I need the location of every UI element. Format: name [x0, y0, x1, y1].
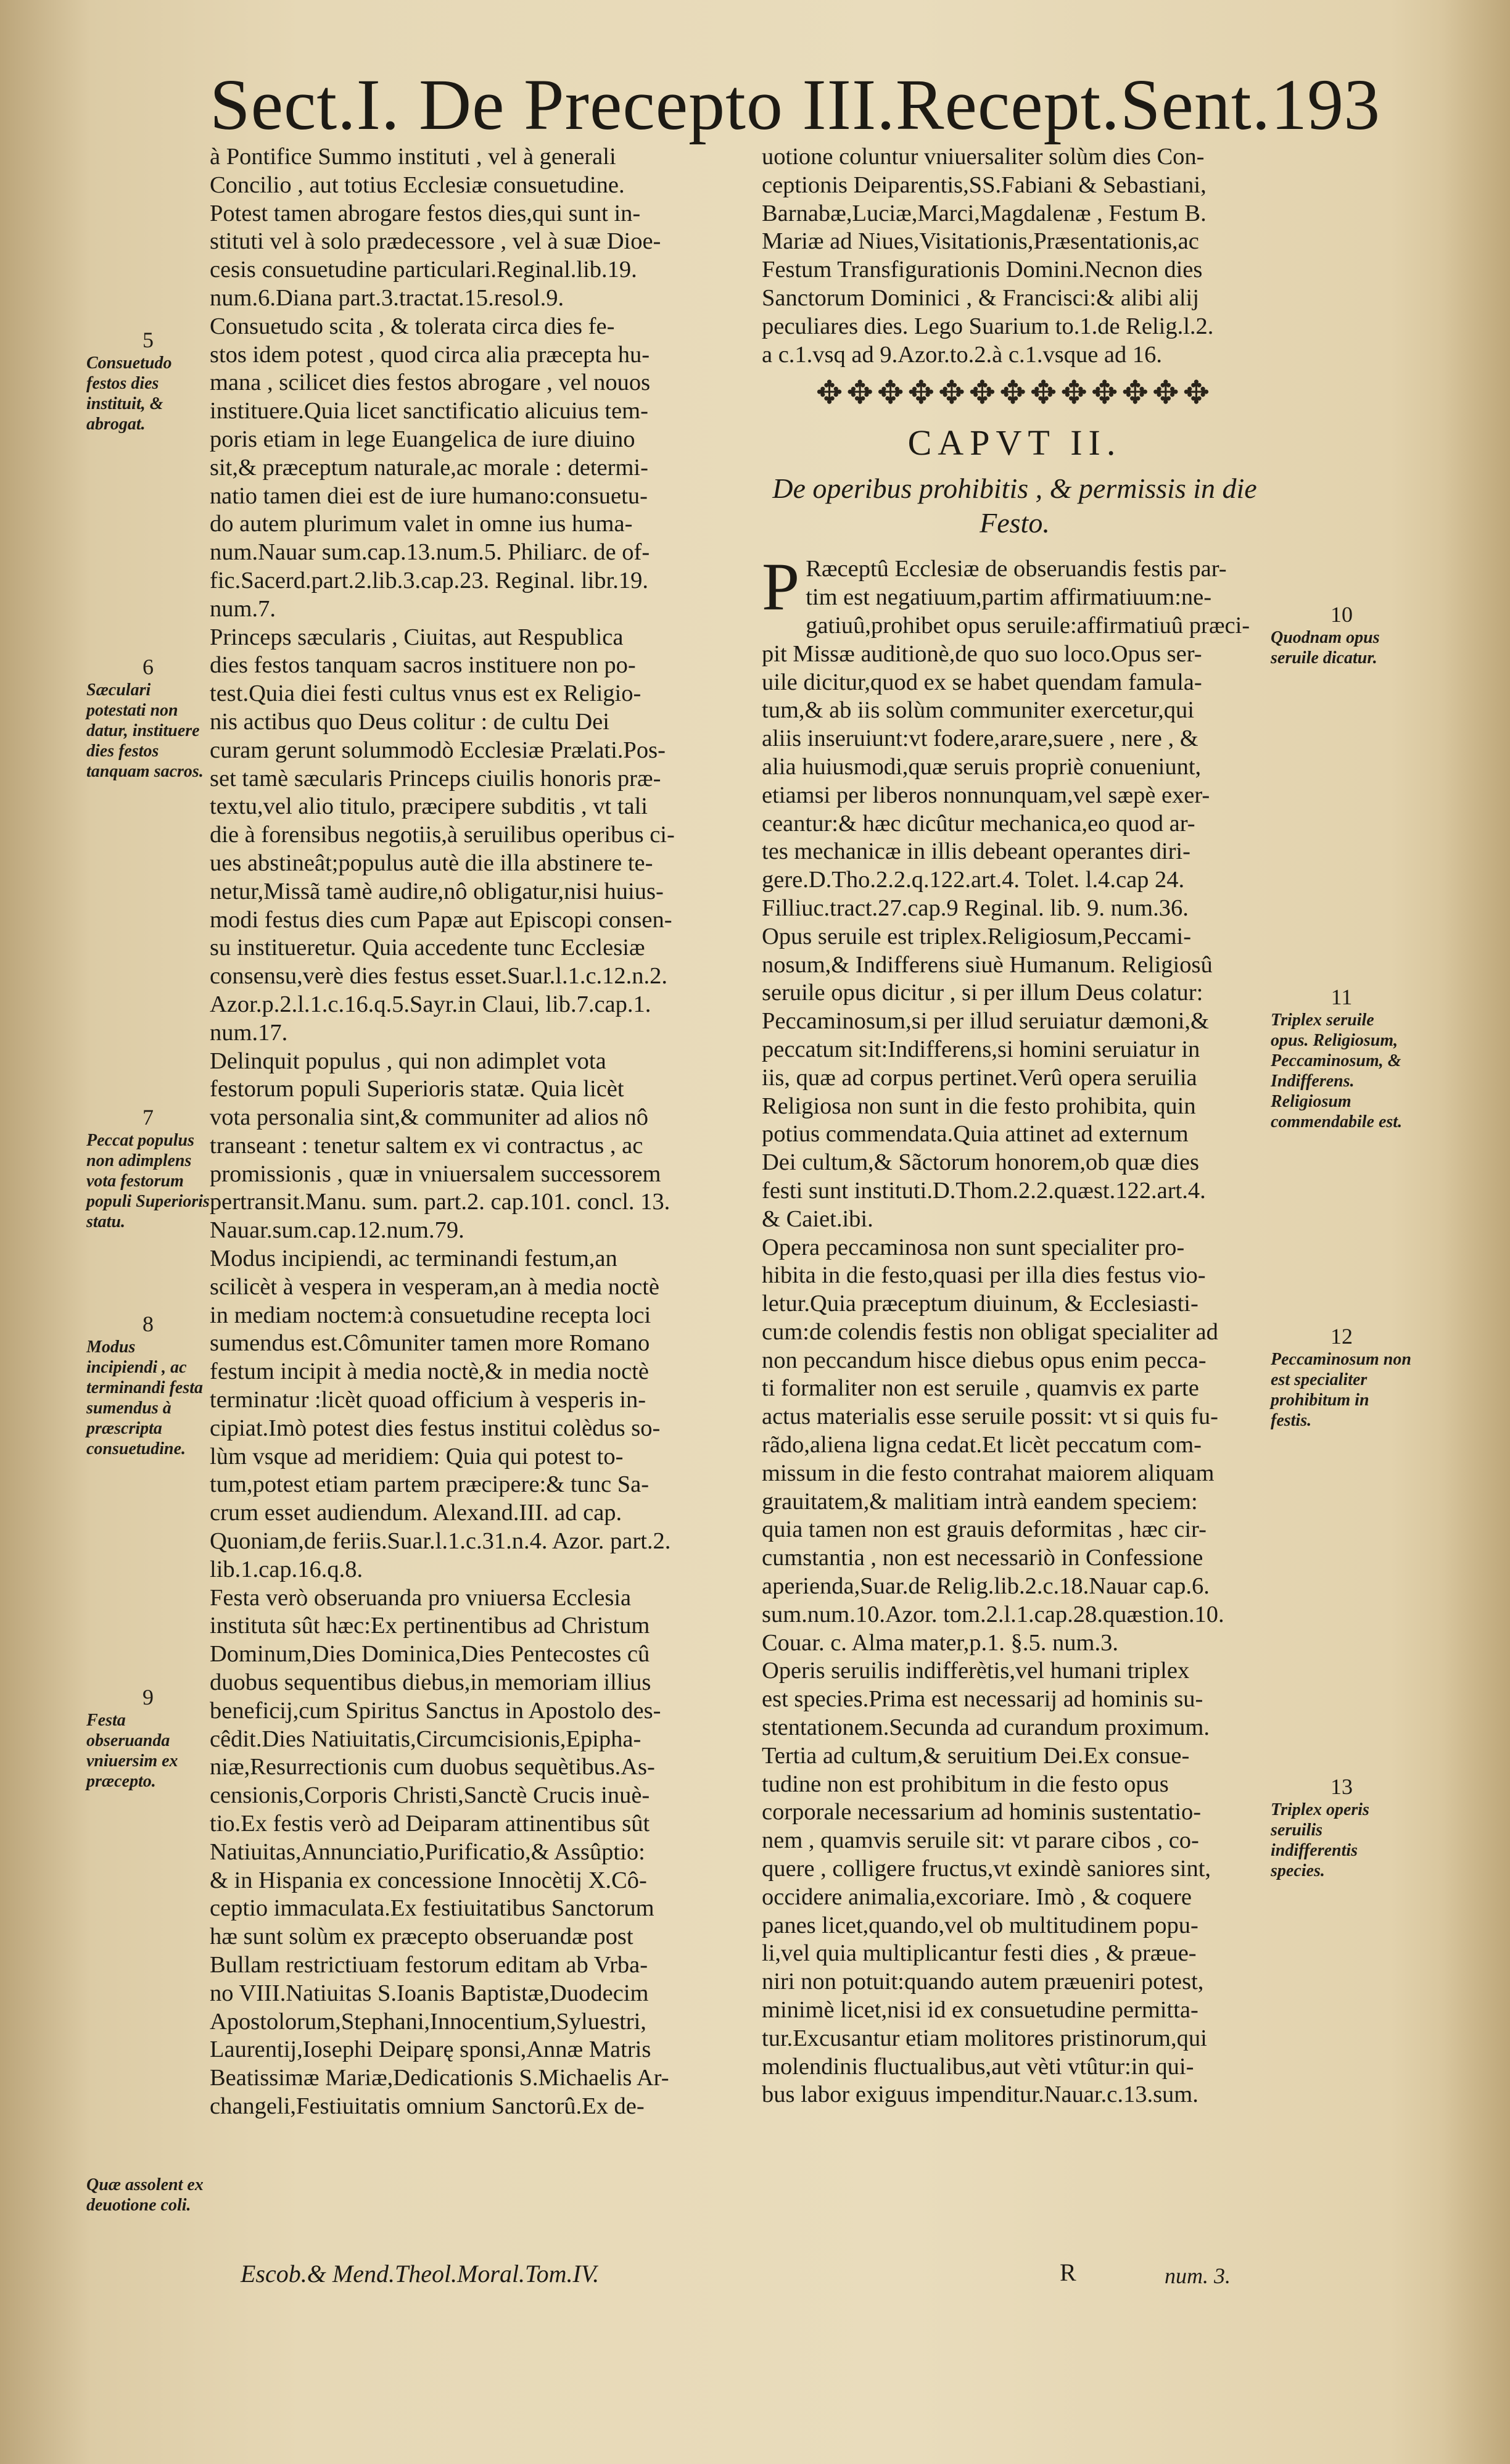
- text-line: peculiares dies. Lego Suarium to.1.de Relig.l.2.: [762, 313, 1214, 339]
- text-line: uotione coluntur vniuersaliter solùm dies Con-: [762, 144, 1205, 170]
- margin-note: [1271, 1774, 1413, 1881]
- paragraph: [210, 1048, 740, 1246]
- paragraph-number: 10: [1331, 602, 1353, 627]
- text-line: iis, quæ ad corpus pertinet.Verû opera seruilia: [762, 1064, 1197, 1091]
- text-line: nem , quamvis seruile sit: vt parare cibos , co-: [762, 1827, 1199, 1854]
- text-line: lib.1.cap.16.q.8.: [210, 1556, 363, 1582]
- paragraph-number: 8: [142, 1312, 154, 1336]
- paragraph-number: 7: [142, 1105, 154, 1130]
- text-line: hæ sunt solùm ex præcepto obseruandæ post: [210, 1924, 633, 1950]
- text-line: li,vel quia multiplicantur festi dies , & præue-: [762, 1940, 1197, 1967]
- text-line: cumstantia , non est necessariò in Confessione: [762, 1545, 1203, 1571]
- text-line: instituere.Quia licet sanctificatio alicuius tem-: [210, 398, 648, 424]
- footer-signature: Escob.& Mend.Theol.Moral.Tom.IV.: [241, 2260, 600, 2288]
- text-line: consensu,verè dies festus esset.Suar.l.1.c.12.n.2.: [210, 963, 668, 990]
- text-line: Festum Transfigurationis Domini.Necnon dies: [762, 257, 1203, 283]
- text-line: num.17.: [210, 1019, 288, 1046]
- paragraph: [762, 1657, 1268, 2109]
- text-line: cêdit.Dies Natiuitatis,Circumcisionis,Epipha-: [210, 1726, 642, 1752]
- text-line: niæ,Resurrectionis cum duobus sequètibus.As-: [210, 1754, 655, 1780]
- text-line: festi sunt instituti.D.Thom.2.2.quæst.122.art.4.: [762, 1177, 1206, 1204]
- text-line: rãdo,aliena ligna cedat.Et licèt peccatum com-: [762, 1432, 1202, 1458]
- text-line: Natiuitas,Annunciatio,Purificatio,& Assûptio:: [210, 1838, 645, 1865]
- margin-note-text: Triplex seruile opus. Religiosum, Peccaminosum, & Indifferens. Religiosum commendabile est.: [1271, 1011, 1403, 1131]
- text-line: Festa verò obseruanda pro vniuersa Ecclesia: [210, 1584, 632, 1611]
- chapter-subtitle: De operibus prohibitis , & permissis in die Festo.: [772, 473, 1257, 539]
- chapter-ornament: ✥✥✥✥✥✥✥✥✥✥✥✥✥: [815, 376, 1214, 411]
- text-line: aperienda,Suar.de Relig.lib.2.c.18.Nauar cap.6.: [762, 1573, 1210, 1600]
- text-line: tudine non est prohibitum in die festo opus: [762, 1771, 1169, 1797]
- text-line: sumendus est.Cômuniter tamen more Romano: [210, 1330, 650, 1357]
- catchword-tail: num. 3.: [1165, 2263, 1231, 2288]
- text-line: cum:de colendis festis non obligat specialiter ad: [762, 1318, 1218, 1345]
- paragraph: [210, 1245, 740, 1584]
- text-line: ceptio immaculata.Ex festiuitatibus Sanctorum: [210, 1895, 654, 1922]
- text-line: cesis consuetudine particulari.Reginal.lib.19.: [210, 257, 637, 283]
- text-line: Beatissimæ Mariæ,Dedicationis S.Michaelis Ar-: [210, 2065, 669, 2091]
- paragraph-number: 6: [142, 655, 154, 679]
- text-line: num.Nauar sum.cap.13.num.5. Philiarc. de of-: [210, 539, 650, 566]
- text-line: su institueretur. Quia accedente tunc Ecclesiæ: [210, 935, 645, 961]
- text-line: panes licet,quando,vel ob multitudinem popu-: [762, 1912, 1199, 1938]
- paragraph: [762, 1234, 1268, 1658]
- text-line: test.Quia diei festi cultus vnus est ex Religio-: [210, 680, 642, 707]
- text-line: bus labor exiguus impenditur.Nauar.c.13.sum.: [762, 2082, 1199, 2108]
- text-line: natio tamen diei est de iure humano:consuetu-: [210, 482, 648, 509]
- text-line: & Caiet.ibi.: [762, 1205, 873, 1232]
- text-line: pertransit.Manu. sum. part.2. cap.101. concl. 13.: [210, 1189, 670, 1215]
- text-line: Apostolorum,Stephani,Innocentium,Syluestri,: [210, 2008, 646, 2035]
- text-line: mana , scilicet dies festos abrogare , vel nouos: [210, 370, 651, 396]
- paragraph: [210, 313, 740, 624]
- margin-note-text: Quodnam opus seruile dicatur.: [1271, 628, 1380, 668]
- text-line: curam gerunt solummodò Ecclesiæ Prælati.Pos-: [210, 737, 666, 763]
- text-line: Nauar.sum.cap.12.num.79.: [210, 1217, 464, 1244]
- text-line: non peccandum hisce diebus opus enim pecca-: [762, 1347, 1207, 1373]
- margin-note-text: Peccaminosum non est specialiter prohibitum in festis.: [1271, 1350, 1411, 1430]
- paragraph: [210, 624, 740, 1048]
- paragraph: [210, 1584, 740, 2121]
- chapter-body: [762, 549, 1268, 2109]
- text-line: est species.Prima est necessarij ad hominis su-: [762, 1686, 1203, 1713]
- text-line: quere , colligere fructus,vt exindè saniores sint,: [762, 1856, 1211, 1882]
- text-line: tio.Ex festis verò ad Deiparam attinentibus sût: [210, 1811, 650, 1837]
- text-line: fic.Sacerd.part.2.lib.3.cap.23. Reginal. libr.19.: [210, 567, 648, 593]
- text-line: instituta sût hæc:Ex pertinentibus ad Christum: [210, 1613, 650, 1639]
- text-line: tim est negatiuum,partim affirmatiuum:ne-: [806, 584, 1212, 611]
- text-line: do autem plurimum valet in omne ius huma-: [210, 511, 633, 537]
- margin-note: [86, 1687, 210, 1792]
- text-line: ceptionis Deiparentis,SS.Fabiani & Sebastiani,: [762, 172, 1207, 198]
- margin-note-text: Sæculari potestati non datur, instituere dies festos tanquam sacros.: [86, 680, 204, 781]
- text-line: Religiosa non sunt in die festo prohibita, quin: [762, 1093, 1196, 1119]
- margin-note: [1271, 987, 1413, 1132]
- text-line: Operis seruilis indifferètis,vel humani triplex: [762, 1658, 1190, 1684]
- text-line: Opera peccaminosa non sunt specialiter pro-: [762, 1234, 1185, 1260]
- text-line: Tertia ad cultum,& seruitium Dei.Ex consue-: [762, 1742, 1190, 1769]
- text-line: occidere animalia,excoriare. Imò , & coquere: [762, 1883, 1192, 1910]
- paragraph-number: 11: [1331, 985, 1353, 1009]
- margin-note-text: Modus incipiendi , ac terminandi festa sumendus à præscripta consuetudine.: [86, 1337, 204, 1458]
- text-line: quia tamen non est grauis deformitas , hæc cir-: [762, 1516, 1207, 1543]
- margin-note-text: Peccat populus non adimplens vota festorum populi Superioris statu.: [86, 1131, 210, 1231]
- text-line: stentationem.Secunda ad curandum proximum.: [762, 1714, 1210, 1741]
- margin-note-text: Quæ assolent ex deuotione coli.: [86, 2175, 204, 2215]
- text-line: a c.1.vsq ad 9.Azor.to.2.à c.1.vsque ad 16.: [762, 341, 1162, 368]
- text-line: sit,& præceptum naturale,ac morale : determi-: [210, 454, 648, 481]
- margin-note-text: Festa obseruanda vniuersim ex præcepto.: [86, 1711, 178, 1791]
- text-line: minimè licet,nisi id ex consuetudine permitta-: [762, 1997, 1199, 2024]
- text-line: niri non potuit:quando autem præueniri potest,: [762, 1969, 1204, 1995]
- right-column: [762, 143, 1268, 2109]
- text-line: Sanctorum Dominici , & Francisci:& alibi alij: [762, 284, 1199, 311]
- page-edge-shading: [1442, 0, 1510, 2464]
- text-line: vota personalia sint,& communiter ad alios nô: [210, 1104, 649, 1131]
- text-line: gatiuû,prohibet opus seruile:affirmatiuû præci-: [806, 612, 1250, 639]
- text-line: Potest tamen abrogare festos dies,qui sunt in-: [210, 200, 641, 226]
- text-line: ti formaliter non est seruile , quamvis ex parte: [762, 1375, 1199, 1402]
- text-line: seruile opus dicitur , si per illum Deus colatur:: [762, 980, 1203, 1006]
- text-line: poris etiam in lege Euangelica de iure diuino: [210, 426, 635, 452]
- text-line: Barnabæ,Luciæ,Marci,Magdalenæ , Festum B.: [762, 200, 1207, 226]
- text-line: aliis inseruiunt:vt fodere,arare,suere , nere , &: [762, 726, 1199, 752]
- paragraph: [762, 923, 1268, 1234]
- margin-note-text: Consuetudo festos dies instituit, & abrogat.: [86, 353, 172, 434]
- text-line: set tamè sæcularis Princeps ciuilis honoris præ-: [210, 765, 661, 792]
- margin-note: [86, 2175, 210, 2215]
- text-line: censionis,Corporis Christi,Sanctè Crucis inuè-: [210, 1782, 650, 1809]
- paragraph-number: 13: [1331, 1774, 1353, 1799]
- text-line: Concilio , aut totius Ecclesiæ consuetudine.: [210, 172, 625, 198]
- text-line: terminatur :licèt quoad officium à vesperis in-: [210, 1387, 646, 1413]
- text-line: duobus sequentibus diebus,in memoriam illius: [210, 1669, 651, 1696]
- text-line: festorum populi Superioris statæ. Quia licèt: [210, 1076, 624, 1102]
- margin-note: [86, 1314, 210, 1459]
- text-line: Modus incipiendi, ac terminandi festum,an: [210, 1246, 617, 1272]
- text-line: num.7.: [210, 595, 276, 622]
- text-line: textu,vel alio titulo, præcipere subditis , vt tali: [210, 793, 648, 820]
- text-line: Azor.p.2.l.1.c.16.q.5.Sayr.in Claui, lib.7.cap.1.: [210, 991, 651, 1017]
- page-header: [210, 59, 1380, 151]
- text-line: changeli,Festiuitatis omnium Sanctorû.Ex de-: [210, 2093, 645, 2119]
- text-line: lùm vsque ad meridiem: Quia qui potest to-: [210, 1443, 624, 1470]
- paragraph: [762, 549, 1268, 922]
- text-line: letur.Quia præceptum diuinum, & Ecclesiasti-: [762, 1291, 1199, 1317]
- paragraph: [210, 143, 740, 313]
- text-line: grauitatem,& malitiam intrà eandem speciem:: [762, 1488, 1198, 1515]
- text-line: missum in die festo contrahat maiorem aliquam: [762, 1460, 1215, 1486]
- text-line: molendinis fluctualibus,aut vèti vtûtur:in qui-: [762, 2053, 1194, 2080]
- margin-note: [86, 330, 210, 434]
- text-line: stituti vel à solo prædecessore , vel à suæ Dioe-: [210, 228, 661, 255]
- text-line: nosum,& Indifferens siuè Humanum. Religiosû: [762, 951, 1213, 978]
- text-line: Opus seruile est triplex.Religiosum,Peccami-: [762, 923, 1192, 949]
- text-line: tum,& ab iis solùm communiter exercetur,qui: [762, 697, 1194, 724]
- text-line: Dei cultum,& Sãctorum honorem,ob quæ dies: [762, 1149, 1199, 1176]
- margin-note: [1271, 1326, 1413, 1431]
- text-line: dies festos tanquam sacros instituere non po-: [210, 652, 636, 679]
- text-line: Quoniam,de feriis.Suar.l.1.c.31.n.4. Azor. part.2.: [210, 1528, 671, 1555]
- text-line: ceantur:& hæc dicûtur mechanica,eo quod ar-: [762, 810, 1195, 837]
- text-line: sum.num.10.Azor. tom.2.l.1.cap.28.quæstion.10.: [762, 1601, 1224, 1627]
- text-line: Princeps sæcularis , Ciuitas, aut Respublica: [210, 624, 624, 650]
- text-line: die à forensibus negotiis,à seruilibus operibus ci-: [210, 822, 675, 848]
- text-line: & in Hispania ex concessione Innocètij X.Cô-: [210, 1867, 647, 1893]
- text-line: etiamsi per liberos nonnunquam,vel sæpè exer-: [762, 782, 1210, 808]
- text-line: festum incipit à media noctè,& in media noctè: [210, 1358, 650, 1385]
- text-line: Mariæ ad Niues,Visitationis,Præsentationis,ac: [762, 228, 1199, 255]
- text-line: corporale necessarium ad hominis sustentatio-: [762, 1799, 1202, 1825]
- text-line: Peccaminosum,si per illud seruiatur dæmoni,&: [762, 1008, 1209, 1035]
- text-line: netur,Missã tamè audire,nô obligatur,nisi huius-: [210, 878, 664, 904]
- left-column: [210, 143, 740, 2121]
- text-line: tes mechanicæ in illis debeant operantes diri-: [762, 838, 1190, 865]
- drop-cap: P: [762, 549, 800, 625]
- text-line: tur.Excusantur etiam molitores pristinorum,qui: [762, 2025, 1207, 2051]
- text-line: actus materialis esse seruile possit: vt si quis fu-: [762, 1404, 1218, 1430]
- page-number: 193: [1271, 64, 1380, 145]
- paragraph-number: 9: [142, 1685, 154, 1710]
- running-title: Sect.I. De Precepto III.Recept.Sent.: [210, 64, 1271, 145]
- text-line: tum,potest etiam partem præcipere:& tunc Sa-: [210, 1471, 650, 1498]
- text-line: Delinquit populus , qui non adimplet vota: [210, 1048, 606, 1074]
- text-line: cipiat.Imò potest dies festus institui colèdus so-: [210, 1415, 661, 1441]
- margin-note-text: Triplex operis seruilis indifferentis species.: [1271, 1800, 1369, 1880]
- text-line: ues abstineât;populus autè die illa abstinere te-: [210, 850, 653, 876]
- text-line: à Pontifice Summo instituti , vel à generali: [210, 144, 616, 170]
- text-line: modi festus dies cum Papæ aut Episcopi consen-: [210, 906, 672, 933]
- text-line: beneficij,cum Spiritus Sanctus in Apostolo des-: [210, 1697, 661, 1724]
- paragraph-number: 5: [142, 328, 154, 352]
- text-line: stos idem potest , quod circa alia præcepta hu-: [210, 341, 650, 368]
- text-line: alia huiusmodi,quæ seruis propriè conueniunt,: [762, 753, 1202, 780]
- text-line: in mediam noctem:à consuetudine recepta loci: [210, 1302, 651, 1328]
- text-line: Dominum,Dies Dominica,Dies Pentecostes cû: [210, 1641, 650, 1668]
- text-line: gere.D.Tho.2.2.q.122.art.4. Tolet. l.4.cap 24.: [762, 867, 1185, 893]
- paragraph-number: 12: [1331, 1324, 1353, 1349]
- text-line: Laurentij,Iosephi Deiparę sponsi,Annæ Matris: [210, 2036, 651, 2063]
- text-line: potius commendata.Quia attinet ad externum: [762, 1121, 1189, 1147]
- right-column-continuation: [762, 143, 1268, 369]
- text-line: peccatum sit:Indifferens,si homini seruiatur in: [762, 1036, 1200, 1062]
- text-line: crum esset audiendum. Alexand.III. ad cap.: [210, 1500, 622, 1526]
- text-line: hibita in die festo,quasi per illa dies festus vio-: [762, 1262, 1206, 1289]
- text-line: pit Missæ auditionè,de quo suo loco.Opus ser-: [762, 640, 1202, 667]
- text-line: transeant : tenetur saltem ex vi contractus , ac: [210, 1132, 643, 1159]
- text-line: Filliuc.tract.27.cap.9 Reginal. lib. 9. num.36.: [762, 895, 1189, 921]
- text-line: uile dicitur,quod ex se habet quendam famula-: [762, 669, 1202, 695]
- text-line: Couar. c. Alma mater,p.1. §.5. num.3.: [762, 1629, 1119, 1656]
- text-line: num.6.Diana part.3.tractat.15.resol.9.: [210, 284, 564, 311]
- text-line: scilicèt à vespera in vesperam,an à media noctè: [210, 1273, 660, 1300]
- text-line: nis actibus quo Deus colitur : de cultu Dei: [210, 708, 609, 735]
- text-line: no VIII.Natiuitas S.Ioanis Baptistæ,Duodecim: [210, 1980, 649, 2006]
- margin-note: [1271, 602, 1413, 668]
- catchword: R: [1060, 2259, 1076, 2286]
- text-line: Bullam restrictiuam festorum editam ab Vrba-: [210, 1952, 648, 1978]
- text-line: Consuetudo scita , & tolerata circa dies fe-: [210, 313, 615, 339]
- chapter-title: CAPVT II.: [907, 423, 1122, 463]
- margin-note: [86, 657, 210, 782]
- margin-note: [86, 1107, 210, 1232]
- text-line: promissionis , quæ in vniuersalem successorem: [210, 1160, 661, 1187]
- text-line: Ræceptû Ecclesiæ de obseruandis festis par-: [806, 556, 1227, 582]
